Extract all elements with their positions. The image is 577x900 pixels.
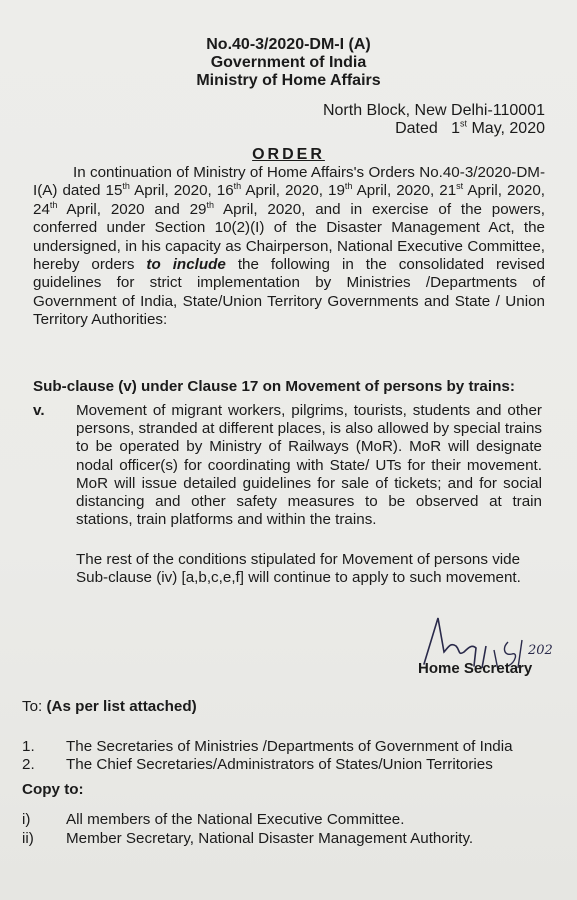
preamble-emphasis: to include	[146, 256, 226, 274]
subclause-heading: Sub-clause (v) under Clause 17 on Movement of persons by trains:	[33, 378, 515, 395]
preamble-text-3: April, 2020, 19	[241, 182, 345, 200]
to-list-text: The Secretaries of Ministries /Departments of Government of India	[66, 738, 513, 755]
svg-text:202: 202	[528, 643, 553, 658]
rest-conditions-text: The rest of the conditions stipulated for Movement of persons vide Sub-clause (iv) [a,b,c,e,f] will continue to apply to such movement.	[76, 551, 521, 587]
date-suffix: st	[460, 118, 468, 129]
preamble-sup-2: th	[233, 181, 242, 192]
copy-to-label: Copy to:	[22, 781, 84, 798]
preamble-text-1: In continuation of Ministry of Home Affairs's Orders No.40-3/2020-DM-I(A) dated 15	[33, 164, 545, 200]
date-month-year: May, 2020	[467, 120, 545, 137]
item-text: Movement of migrant workers, pilgrims, tourists, students and other persons, stranded at different places, is also allowed by special trains to be operated by Ministry of Railways (MoR). MoR will designate nodal officer(s) for coordinating with State/ UTs for their movement. MoR will issue detailed guidelines for sale of tickets; and for social distancing and other safety measures to be observed at train stations, train platforms and within the trains.	[76, 402, 542, 529]
copy-list-number: ii)	[22, 830, 34, 847]
signatory-title: Home Secretary	[418, 660, 533, 677]
copy-list-item	[22, 811, 404, 828]
preamble-text-7: April, 2020, and in exercise of the powers, conferred under Section 10(2)(I) of the Disaster Management Act, the undersigned, in his capacity as Chairperson, National Executive Committee, hereby orders	[33, 200, 545, 274]
copy-list-number: i)	[22, 811, 31, 828]
copy-list-item	[22, 830, 473, 847]
order-title: ORDER	[252, 146, 325, 163]
copy-list-text: Member Secretary, National Disaster Management Authority.	[66, 830, 474, 847]
item-number: v.	[33, 402, 45, 419]
preamble-text-5: April, 2020, 24	[33, 182, 545, 218]
preamble-sup-3: th	[344, 181, 353, 192]
to-label: To:	[22, 698, 47, 715]
preamble-sup-1: th	[122, 181, 130, 192]
preamble-text-4: April, 2020, 21	[352, 182, 457, 200]
order-preamble	[33, 164, 545, 330]
to-list-item	[22, 756, 493, 773]
order-reference: No.40-3/2020-DM-I (A)	[206, 36, 371, 53]
preamble-text-6: April, 2020 and 29	[57, 200, 207, 218]
date-day: 1	[451, 120, 461, 137]
to-line	[22, 698, 197, 715]
to-list-item	[22, 738, 513, 755]
date-label: Dated	[395, 120, 438, 137]
preamble-text-2: April, 2020, 16	[129, 182, 234, 200]
ministry-name: Ministry of Home Affairs	[196, 72, 381, 89]
to-list-text: The Chief Secretaries/Administrators of States/Union Territories	[66, 756, 493, 773]
office-address: North Block, New Delhi-110001	[322, 102, 545, 119]
to-recipients: (As per list attached)	[46, 698, 197, 715]
government-name: Government of India	[210, 54, 367, 71]
order-date	[395, 120, 545, 138]
copy-list-text: All members of the National Executive Committee.	[66, 811, 405, 828]
to-list-number: 2.	[22, 756, 35, 773]
preamble-sup-5: th	[49, 199, 58, 210]
preamble-text-8: the following in the consolidated revised guidelines for strict implementation by Ministries /Departments of Government of India, State/Union Territory Governments and State / Union Territory Authorities:	[33, 256, 546, 329]
preamble-sup-6: th	[206, 199, 214, 210]
to-list-number: 1.	[22, 738, 35, 755]
preamble-sup-4: st	[456, 181, 464, 192]
